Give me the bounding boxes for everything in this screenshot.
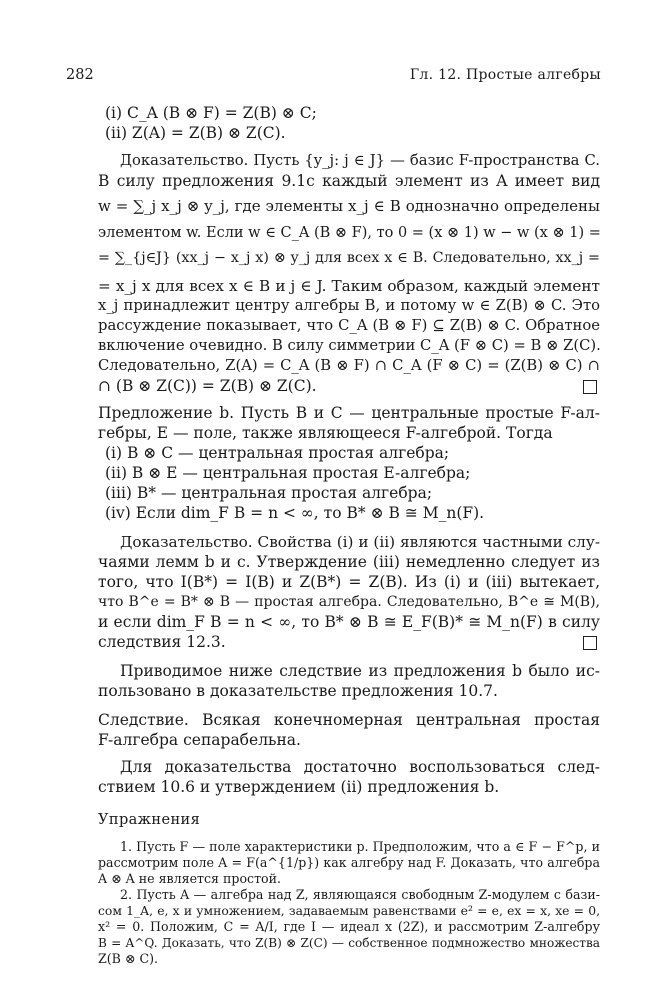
text-line: пользовано в доказательстве предложения 10.7. (98, 682, 498, 700)
qed-square (583, 636, 597, 650)
text-line: F-алгебра сепарабельна. (98, 731, 301, 749)
text-line: того, что I(B*) = I(B) и Z(B*) = Z(B). Из (i) и (iii) вытекает, (98, 573, 600, 591)
exercise-line: x² = 0. Положим, C = A/I, где I — идеал x (2Z), и рассмотрим Z-алгебру (98, 919, 600, 934)
text-line: включение очевидно. В силу симметрии C_A (F ⊗ C) = B ⊗ Z(C). (98, 337, 601, 354)
chapter-title: Гл. 12. Простые алгебры (409, 67, 601, 83)
exercise-line: B = A^Q. Доказать, что Z(B) ⊗ Z(C) — собственное подмножество множества (98, 936, 600, 950)
text-line: и если dim_F B = n < ∞, то B* ⊗ B ≅ E_F(B)* ≅ M_n(F) в силу (98, 613, 600, 631)
text-line: элементом w. Если w ∈ C_A (B ⊗ F), то 0 = (x ⊗ 1) w − w (x ⊗ 1) = (98, 225, 601, 241)
text-line: В силу предложения 9.1c каждый элемент из A имеет вид (98, 172, 600, 190)
exercise-line: сом 1_A, e, x и умножением, задаваемым равенствами e² = e, ex = x, xe = 0, (98, 904, 600, 918)
text-line: Для доказательства достаточно воспользоваться след- (120, 758, 600, 776)
text-line: чаями лемм b и c. Утверждение (iii) немедленно следует из (98, 553, 600, 571)
text-line: x_j принадлежит центру алгебры B, и потому w ∈ Z(B) ⊗ C. Это (98, 297, 600, 314)
text-line: гебры, E — поле, также являющееся F-алгеброй. Тогда (98, 424, 553, 442)
text-line: (i) C_A (B ⊗ F) = Z(B) ⊗ C; (105, 104, 317, 122)
list-item: (iii) B* — центральная простая алгебра; (105, 484, 433, 502)
list-item: (iv) Если dim_F B = n < ∞, то B* ⊗ B ≅ M_n(F). (105, 504, 485, 522)
exercise-line: рассмотрим поле A = F(a^{1/p}) как алгебру над F. Доказать, что алгебра (98, 855, 600, 870)
text-line: w = ∑_j x_j ⊗ y_j, где элементы x_j ∈ B однозначно определены (98, 197, 600, 215)
list-item: (i) B ⊗ C — центральная простая алгебра; (105, 444, 450, 462)
text-line: следствия 12.3. (98, 633, 226, 651)
text-line: Приводимое ниже следствие из предложения b было ис- (120, 662, 600, 680)
text-line: что B^e = B* ⊗ B — простая алгебра. Следовательно, B^e ≅ M(B), (98, 594, 600, 610)
text-line: рассуждение показывает, что C_A (B ⊗ F) ⊆ Z(B) ⊗ C. Обратное (98, 317, 600, 334)
exercise-line: 1. Пусть F — поле характеристики p. Предположим, что a ∈ F − F^p, и (120, 839, 600, 854)
exercise-line: A ⊗ A не является простой. (98, 871, 282, 886)
text-line: (ii) Z(A) = Z(B) ⊗ Z(C). (105, 124, 286, 142)
text-line: Доказательство. Пусть {y_j: j ∈ J} — базис F-пространства C. (120, 152, 600, 169)
text-line: = ∑_{j∈J} (xx_j − x_j x) ⊗ y_j для всех x ∈ B. Следовательно, xx_j = (98, 250, 600, 266)
text-line: ∩ (B ⊗ Z(C)) = Z(B) ⊗ Z(C). (98, 377, 317, 395)
text-line: ствием 10.6 и утверждением (ii) предложения b. (98, 778, 500, 796)
text-line: Следовательно, Z(A) = C_A (B ⊗ F) ∩ C_A (F ⊗ C) = (Z(B) ⊗ C) ∩ (98, 357, 600, 374)
corollary-title: Следствие. Всякая конечномерная центральная простая (98, 711, 600, 729)
qed-square (583, 380, 597, 394)
list-item: (ii) B ⊗ E — центральная простая E-алгебра; (105, 464, 471, 482)
exercises-heading: Упражнения (98, 812, 201, 828)
proposition-title: Предложение b. Пусть B и C — центральные простые F-ал- (98, 404, 600, 422)
exercise-line: Z(B ⊗ C). (98, 951, 159, 966)
exercise-line: 2. Пусть A — алгебра над Z, являющаяся свободным Z-модулем с бази- (120, 887, 600, 902)
text-line: Доказательство. Свойства (i) и (ii) являются частными слу- (120, 533, 600, 551)
page-number: 282 (66, 67, 94, 83)
text-line: = x_j x для всех x ∈ B и j ∈ J. Таким образом, каждый элемент (98, 277, 600, 295)
